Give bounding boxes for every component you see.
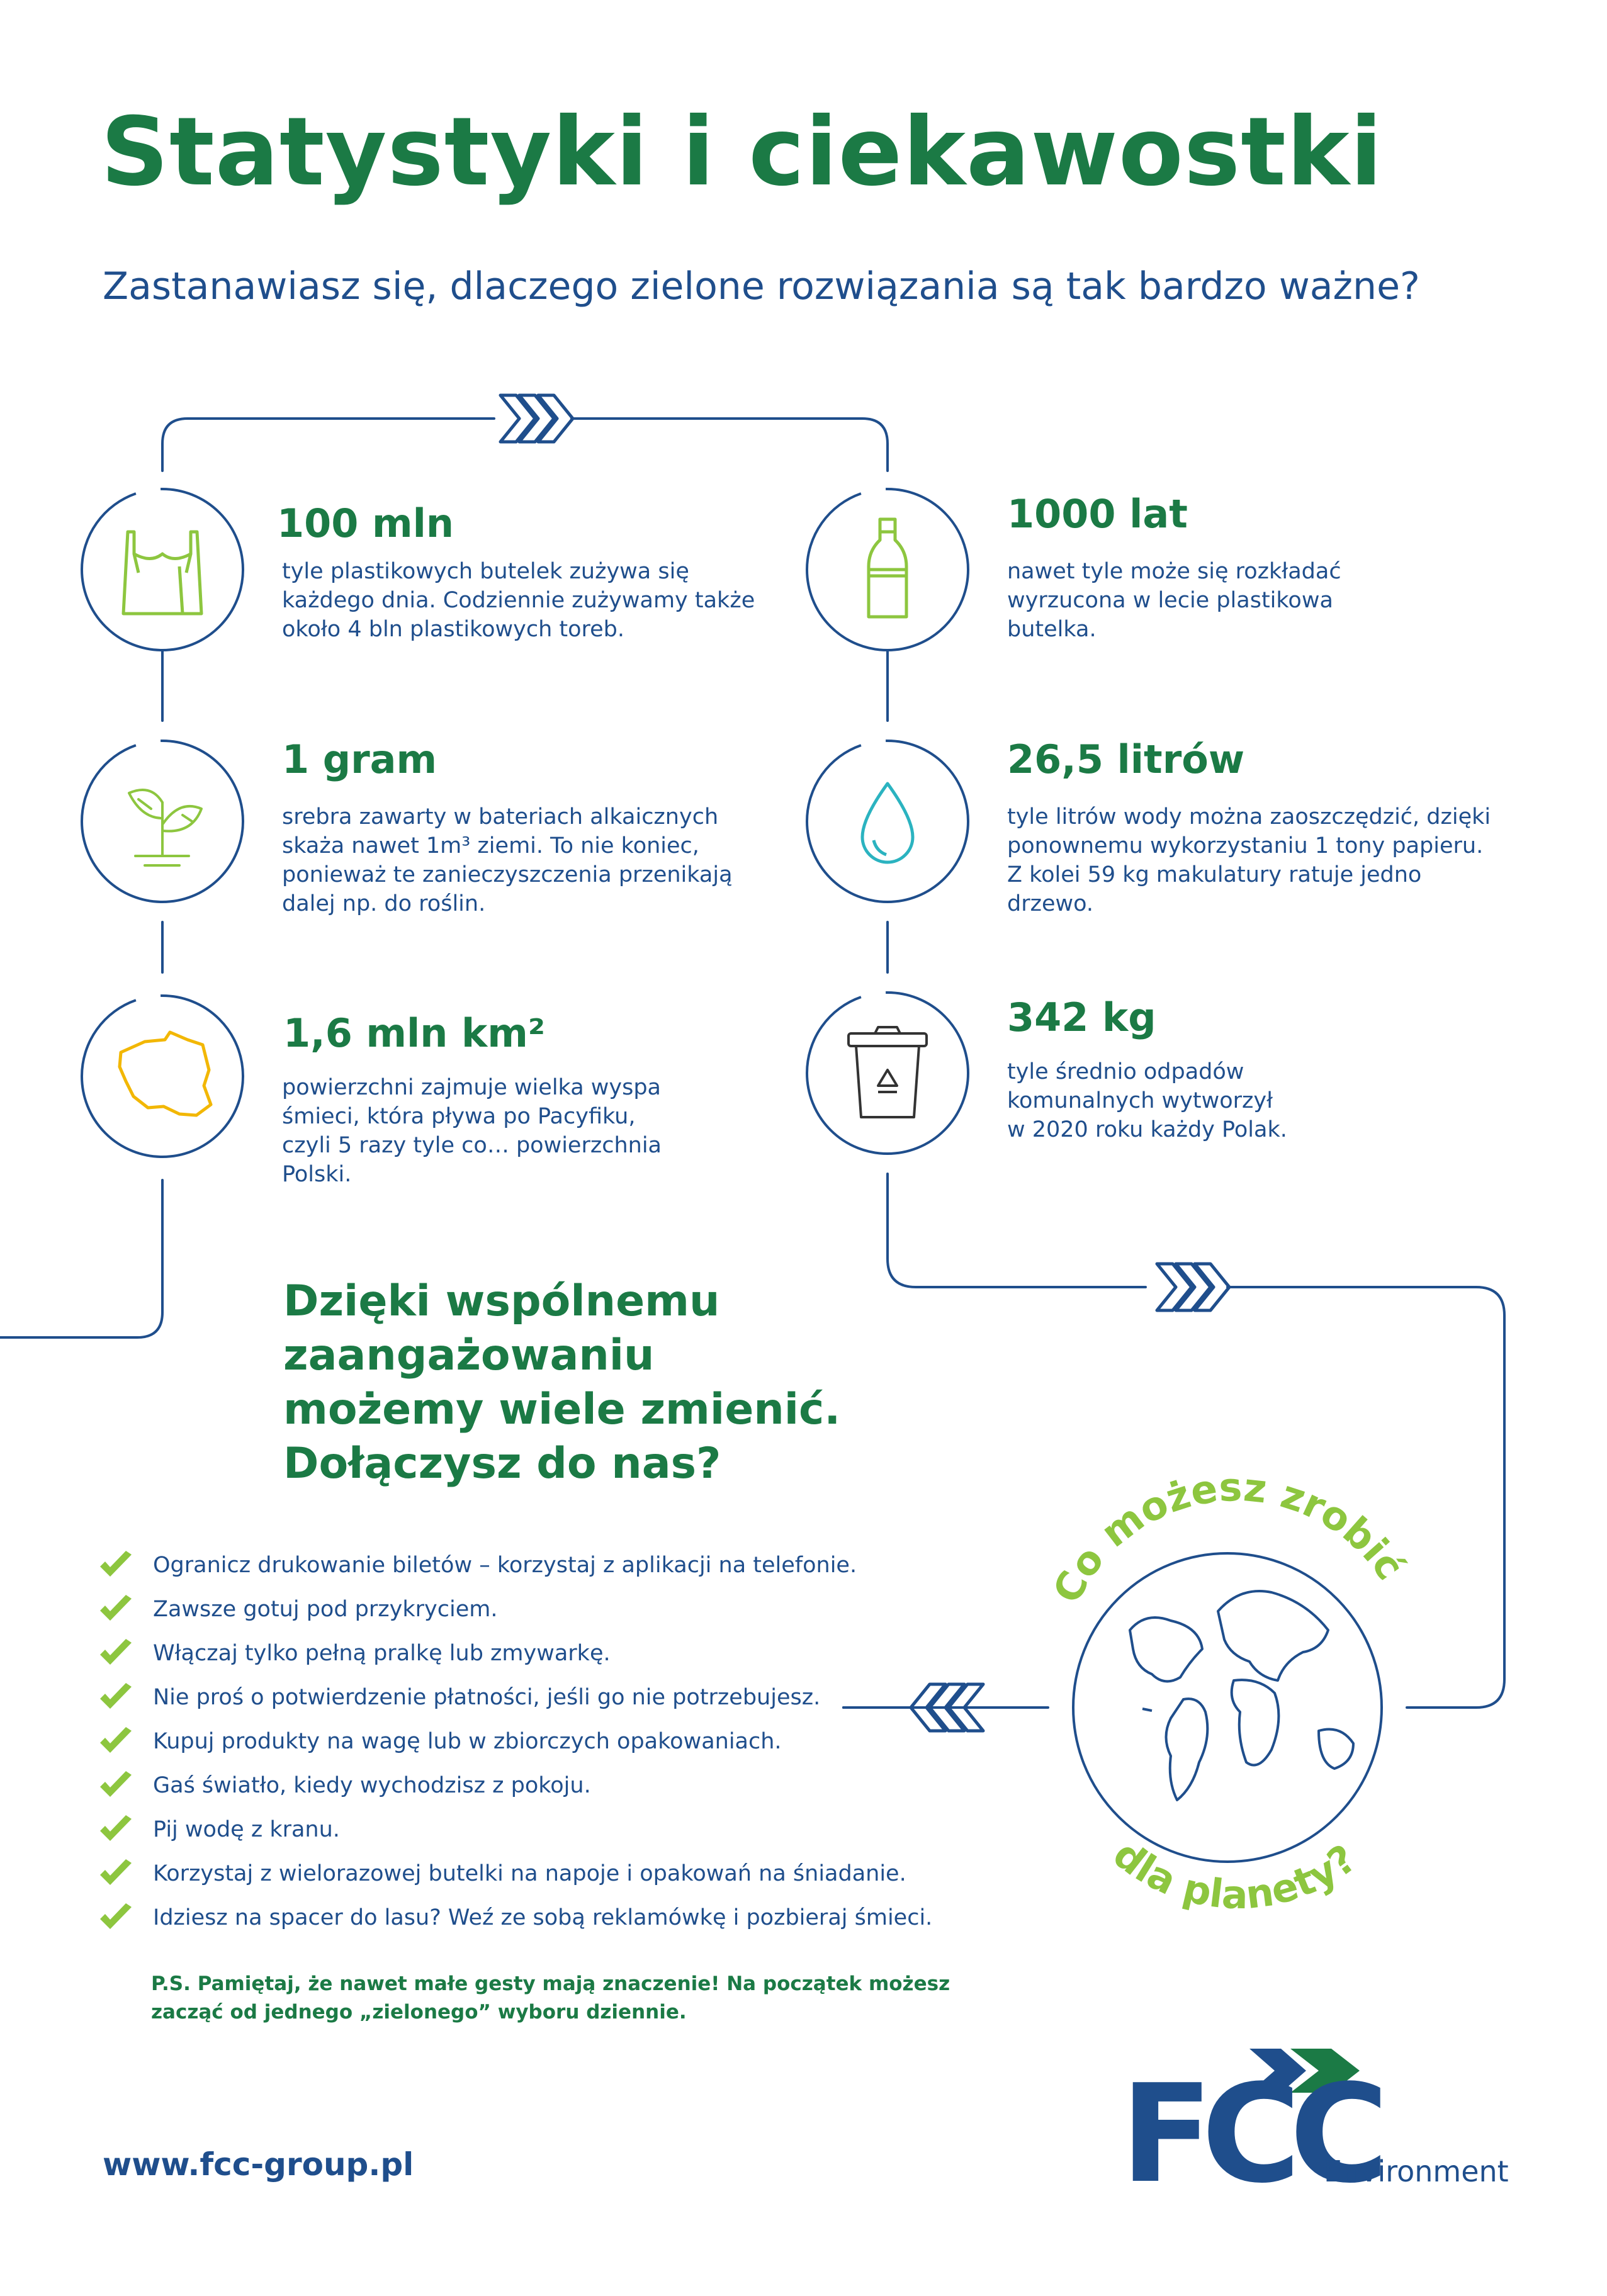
list-item bbox=[98, 1852, 906, 1896]
list-item bbox=[98, 1631, 611, 1675]
stat-value: 1000 lat bbox=[1007, 491, 1188, 537]
list-item bbox=[98, 1808, 340, 1852]
list-item bbox=[98, 1587, 497, 1631]
check-icon bbox=[98, 1814, 134, 1845]
list-item bbox=[98, 1543, 857, 1587]
stat-description: tyle litrów wody można zaoszczędzić, dzięki ponownemu wykorzystaniu 1 tony papieru. Z kolei 59 kg makulatury ratuje jedno drzewo. bbox=[1007, 804, 1491, 916]
tip-text: Idziesz na spacer do lasu? Weź ze sobą reklamówkę i pozbieraj śmieci. bbox=[153, 1905, 933, 1930]
stat-value: 1,6 mln km² bbox=[283, 1010, 545, 1056]
tip-text: Gaś światło, kiedy wychodzisz z pokoju. bbox=[153, 1773, 591, 1798]
call-to-action-heading: Dzięki wspólnemu zaangażowaniu możemy wiele zmienić. Dołączysz do nas? bbox=[283, 1276, 841, 1488]
globe-caption-bottom: dla planety? bbox=[1105, 1830, 1365, 1918]
stat-value: 342 kg bbox=[1007, 994, 1156, 1040]
tip-text: Pij wodę z kranu. bbox=[153, 1817, 340, 1842]
globe-icon bbox=[1073, 1553, 1382, 1862]
stat-description: srebra zawarty w bateriach alkaicznych skaża nawet 1m³ ziemi. To nie koniec, ponieważ te zanieczyszczenia przenikają dalej np. do roślin. bbox=[282, 804, 733, 916]
ps-note: P.S. Pamiętaj, że nawet małe gesty mają znaczenie! Na początek możesz zacząć od jednego „zielonego” wyboru dziennie. bbox=[151, 1972, 950, 2023]
poland-map-icon bbox=[120, 1032, 211, 1115]
tip-text: Kupuj produkty na wagę lub w zbiorczych opakowaniach. bbox=[153, 1729, 782, 1754]
check-icon bbox=[98, 1770, 134, 1801]
check-icon bbox=[98, 1858, 134, 1889]
globe-caption-top: Co możesz zrobić bbox=[1044, 1463, 1414, 1611]
page-title: Statystyki i ciekawostki bbox=[101, 98, 1384, 207]
chevron-right-icon bbox=[500, 395, 573, 442]
plastic-bag-icon bbox=[123, 532, 201, 614]
stat-description: tyle średnio odpadów komunalnych wytworzył w 2020 roku każdy Polak. bbox=[1007, 1059, 1287, 1142]
stat-description: tyle plastikowych butelek zużywa się każdego dnia. Codziennie zużywamy także około 4 bln plastikowych toreb. bbox=[282, 559, 755, 642]
list-item bbox=[98, 1675, 820, 1719]
check-icon bbox=[98, 1638, 134, 1669]
list-item bbox=[98, 1764, 591, 1808]
plastic-bottle-icon bbox=[869, 519, 906, 617]
tip-text: Ogranicz drukowanie biletów – korzystaj z aplikacji na telefonie. bbox=[153, 1553, 857, 1578]
tip-text: Nie proś o potwierdzenie płatności, jeśli go nie potrzebujesz. bbox=[153, 1685, 821, 1710]
check-icon bbox=[98, 1550, 134, 1581]
list-item bbox=[98, 1719, 782, 1764]
check-icon bbox=[98, 1682, 134, 1713]
tip-text: Włączaj tylko pełną pralkę lub zmywarkę. bbox=[153, 1641, 611, 1666]
tip-text: Zawsze gotuj pod przykryciem. bbox=[153, 1597, 498, 1622]
list-item bbox=[98, 1896, 932, 1940]
tip-text: Korzystaj z wielorazowej butelki na napoje i opakowań na śniadanie. bbox=[153, 1861, 906, 1886]
stat-value: 100 mln bbox=[277, 500, 454, 546]
water-drop-icon bbox=[862, 784, 913, 862]
page-subtitle: Zastanawiasz się, dlaczego zielone rozwiązania są tak bardzo ważne? bbox=[103, 264, 1420, 308]
recycling-bin-icon bbox=[849, 1027, 927, 1117]
chevron-right-icon bbox=[1157, 1264, 1229, 1310]
stat-description: nawet tyle może się rozkładać wyrzucona w lecie plastikowa butelka. bbox=[1007, 559, 1341, 642]
check-icon bbox=[98, 1726, 134, 1757]
stat-value: 1 gram bbox=[282, 736, 437, 782]
svg-text:FCC: FCC bbox=[1120, 2055, 1378, 2213]
plant-sprout-icon bbox=[129, 790, 201, 865]
website-link[interactable]: www.fcc-group.pl bbox=[103, 2146, 414, 2183]
check-icon bbox=[98, 1902, 134, 1933]
brand-subtitle: Environment bbox=[1324, 2154, 1509, 2188]
stat-description: powierzchni zajmuje wielka wyspa śmieci, która pływa po Pacyfiku, czyli 5 razy tyle co… powierzchnia Polski. bbox=[282, 1075, 662, 1187]
check-icon bbox=[98, 1594, 134, 1625]
stat-value: 26,5 litrów bbox=[1007, 736, 1245, 782]
